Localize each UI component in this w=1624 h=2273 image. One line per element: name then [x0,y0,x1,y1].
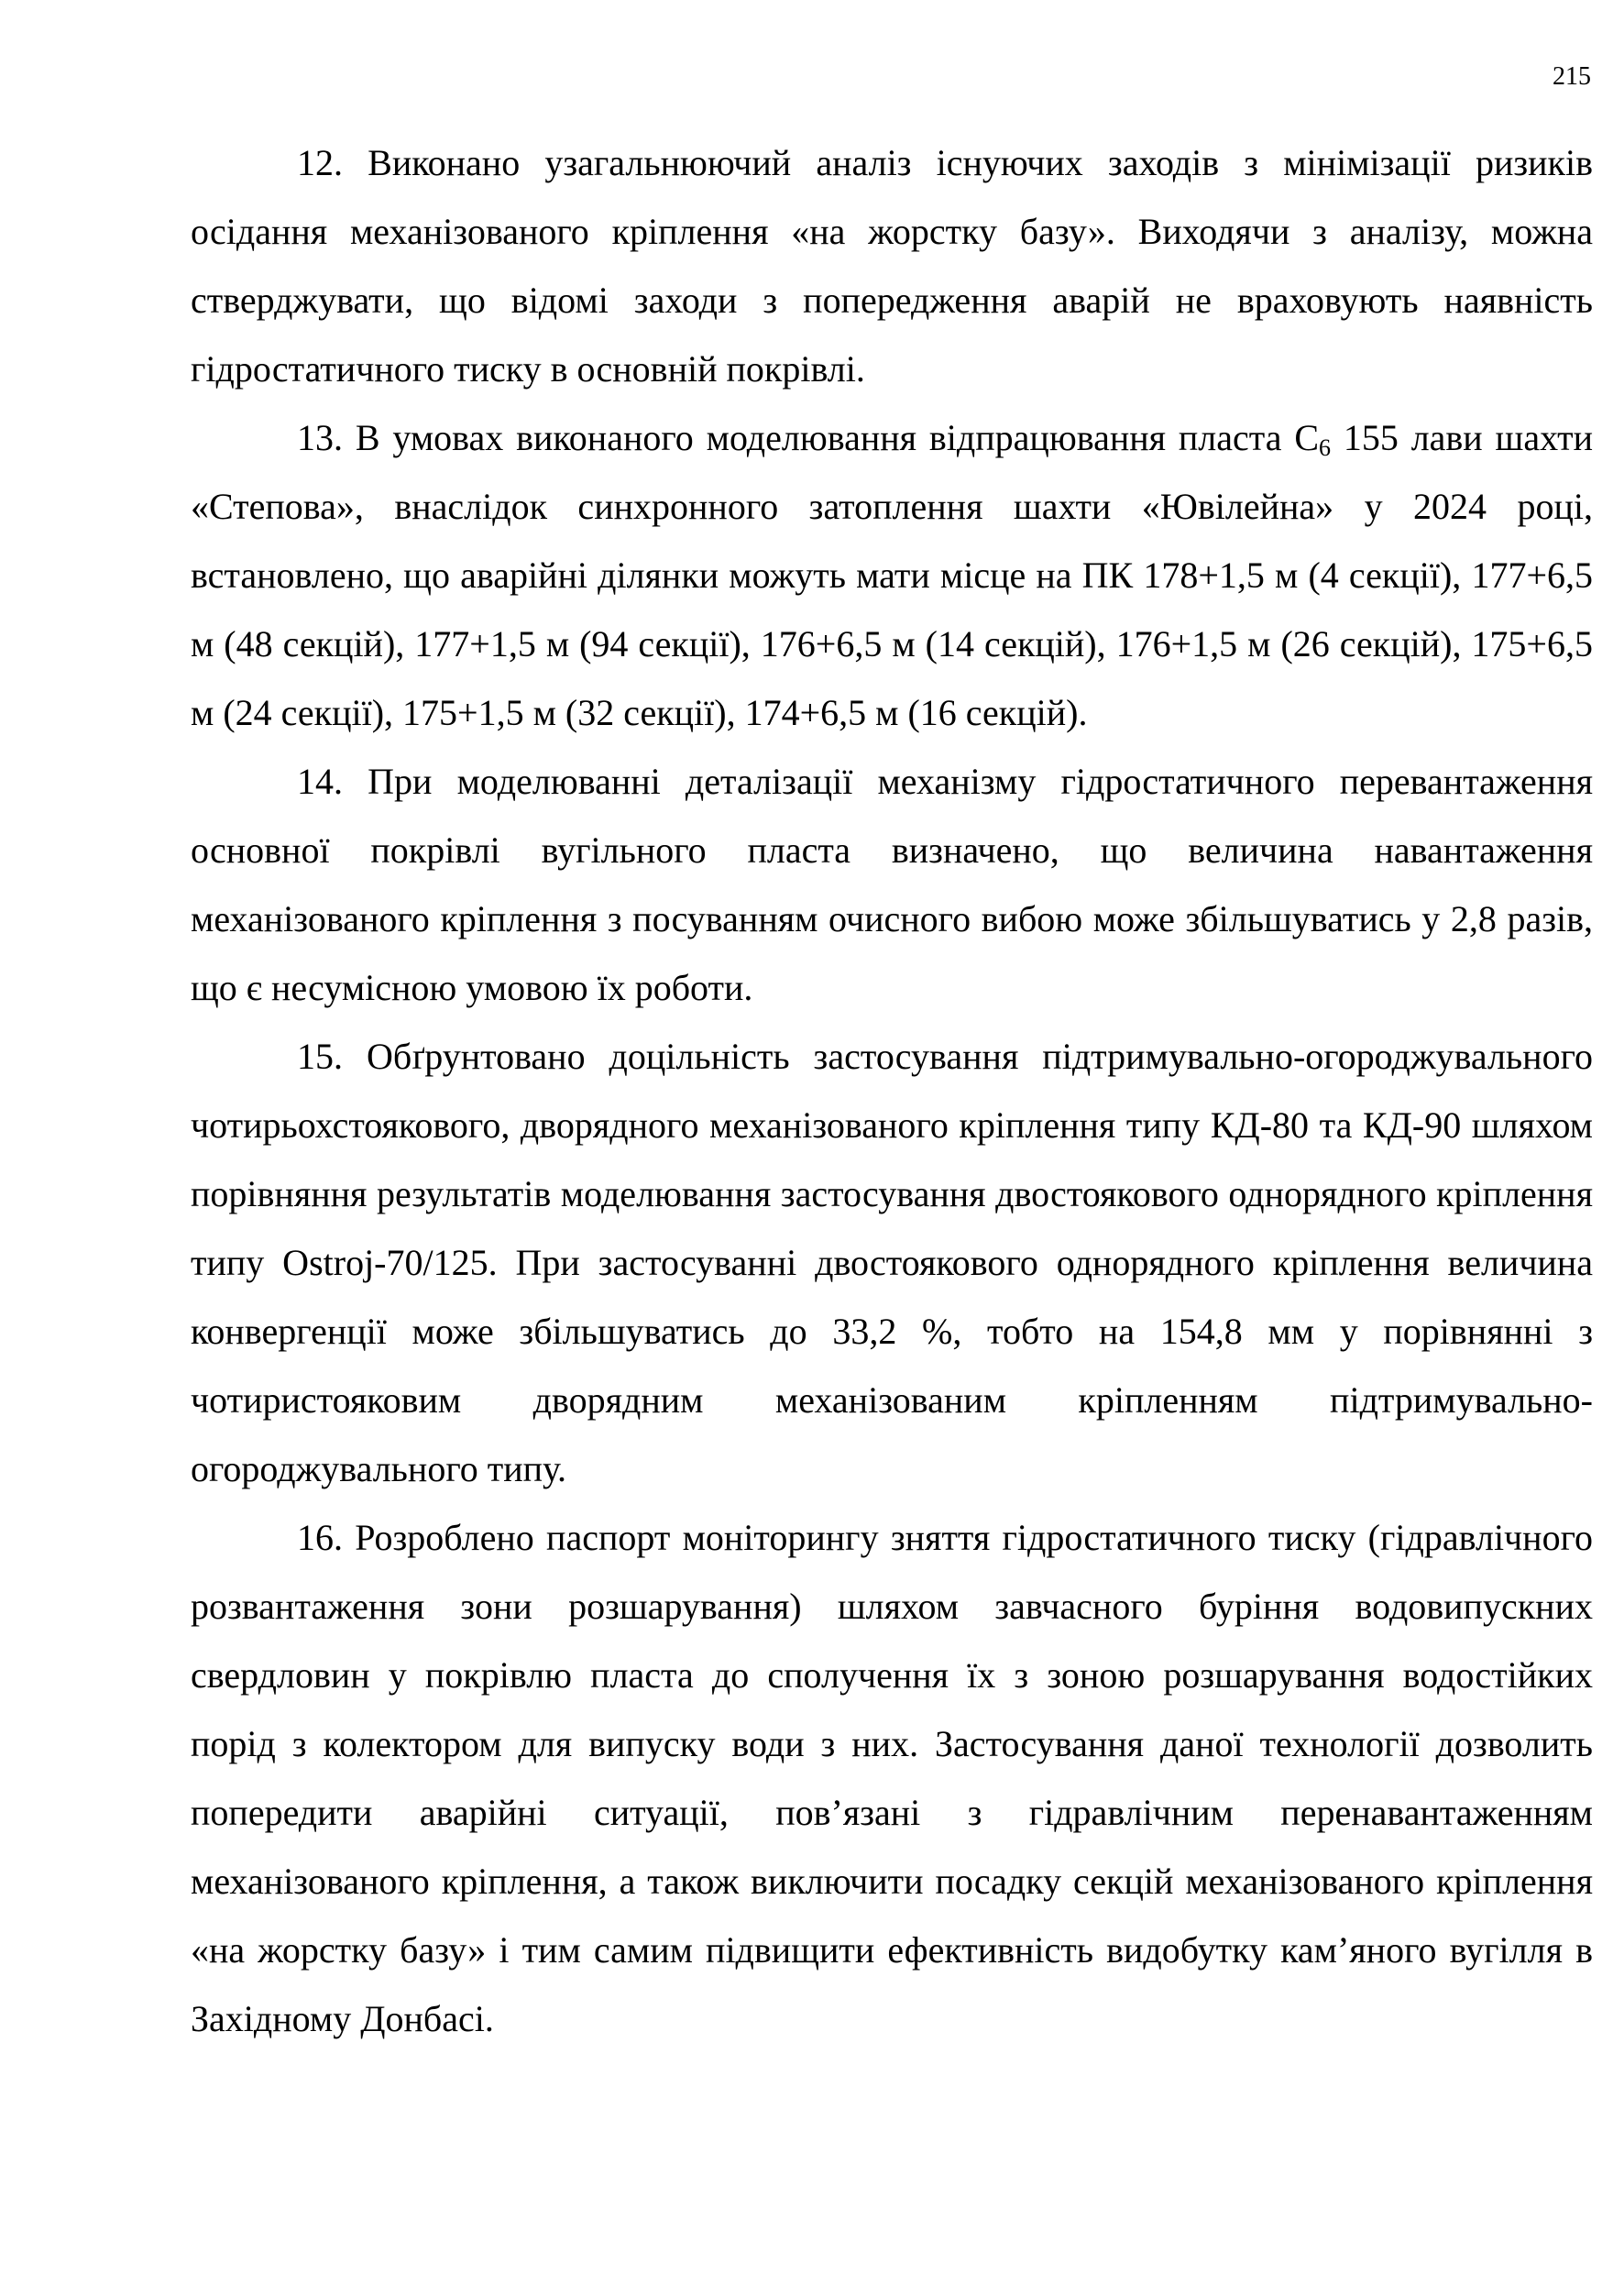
conclusion-item-13-text-before: 13. В умовах виконаного моделювання відпрацювання пласта С [297,417,1320,458]
conclusion-item-13-text-after: 155 лави шахти «Степова», внаслідок синхронного затоплення шахти «Ювілейна» у 2024 році, встановлено, що аварійні ділянки можуть мати місце на ПК 178+1,5 м (4 секції), 177+6,5 м (48 секцій), 177+1,5 м (94 секції), 176+6,5 м (14 секцій), 176+1,5 м (26 секцій), 175+6,5 м (24 секції), 175+1,5 м (32 секції), 174+6,5 м (16 секцій). [191,417,1594,733]
conclusion-item-15: 15. Обґрунтовано доцільність застосування підтримувально-огороджувального чотирьохстоякового, дворядного механізованого кріплення типу КД-80 та КД-90 шляхом порівняння результатів моделювання застосування двостоякового однорядного кріплення типу Ostroj-70/125. При застосуванні двостоякового однорядного кріплення величина конвергенції може збільшуватись до 33,2 %, тобто на 154,8 мм у порівнянні з чотиристояковим дворядним механізованим кріпленням підтримувально-огороджувального типу. [191,1036,1593,1489]
conclusion-item-12: 12. Виконано узагальнюючий аналіз існуючих заходів з мінімізації ризиків осідання механізованого кріплення «на жорстку базу». Виходячи з аналізу, можна стверджувати, що відомі заходи з попередження аварій не враховують наявність гідростатичного тиску в основній покрівлі. [191,142,1593,390]
conclusion-item-13 [191,403,1593,747]
seam-index-subscript: 6 [1319,434,1332,461]
page-number: 215 [1553,62,1591,91]
conclusion-item-16: 16. Розроблено паспорт моніторингу зняття гідростатичного тиску (гідравлічного розвантаження зони розшарування) шляхом завчасного буріння водовипускних свердловин у покрівлю пласта до сполучення їх з зоною розшарування водостійких порід з колектором для випуску води з них. Застосування даної технології дозволить попередити аварійні ситуації, пов’язані з гідравлічним перенавантаженням механізованого кріплення, а також виключити посадку секцій механізованого кріплення «на жорстку базу» і тим самим підвищити ефективність видобутку кам’яного вугілля в Західному Донбасі. [191,1517,1593,2039]
conclusion-item-14: 14. При моделюванні деталізації механізму гідростатичного перевантаження основної покрівлі вугільного пласта визначено, що величина навантаження механізованого кріплення з посуванням очисного вибою може збільшуватись у 2,8 разів, що є несумісною умовою їх роботи. [191,761,1593,1008]
body-text [191,128,1593,2053]
